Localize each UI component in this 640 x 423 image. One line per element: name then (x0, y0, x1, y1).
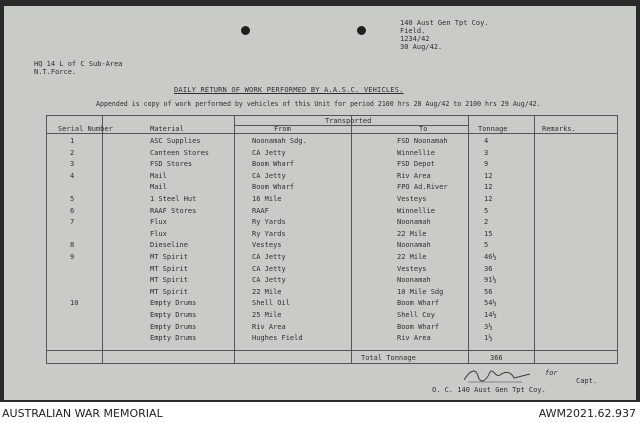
cell-from: CA Jetty (252, 171, 286, 180)
column-header-to: To (419, 125, 428, 133)
cell-material: 1 Steel Hut (150, 195, 197, 203)
cell-from: Boom Wharf (252, 183, 295, 192)
cell-material: Flux (150, 229, 167, 238)
cell-to: Boom Wharf (397, 322, 440, 331)
cell-from: CA Jetty (252, 253, 286, 261)
cell-material: MT Spirit (150, 264, 188, 273)
cell-material: Mail (150, 183, 167, 192)
cell-serial: 4 (70, 171, 75, 180)
cell-material: Empty Drums (150, 299, 197, 308)
signature-for: for (545, 369, 558, 377)
cell-tonnage: 14½ (484, 311, 497, 319)
cell-material: Empty Drums (150, 311, 197, 319)
column-divider (534, 115, 535, 364)
archive-reference: AWM2021.62.937 (538, 407, 636, 420)
column-divider (234, 115, 235, 364)
cell-from: CA Jetty (252, 148, 286, 157)
column-divider (102, 115, 103, 364)
cell-to: Noonamah (397, 241, 431, 250)
cell-tonnage: 2 (484, 218, 489, 227)
column-header-serial: Serial Number (58, 125, 113, 133)
cell-material: Mail (150, 171, 167, 180)
cell-from: Hughes Field (252, 334, 303, 343)
unit-line: Field. (400, 27, 426, 35)
cell-tonnage: 91½ (484, 276, 497, 285)
cell-material: Dieseline (150, 241, 188, 250)
cell-tonnage: 1½ (484, 334, 493, 343)
cell-serial: 3 (70, 160, 75, 169)
column-header-tonnage: Tonnage (478, 125, 508, 133)
handwritten-signature (460, 366, 540, 386)
cell-to: Shell Coy (397, 311, 435, 319)
cell-serial: 5 (70, 195, 75, 203)
cell-from: Noonamah Sdg. (252, 137, 307, 145)
cell-from: 25 Mile (252, 311, 282, 319)
cell-from: RAAF (252, 206, 269, 215)
cell-tonnage: 12 (484, 183, 493, 192)
cell-to: Winnellie (397, 206, 435, 215)
cell-tonnage: 5 (484, 241, 489, 250)
document-title: DAILY RETURN OF WORK PERFORMED BY A.A.S.C. VEHICLES. (174, 86, 404, 94)
return-table (46, 115, 618, 364)
cell-material: Empty Drums (150, 334, 197, 343)
address-line: N.T.Force. (34, 68, 77, 76)
cell-serial: 1 (70, 137, 75, 145)
cell-serial: 10 (70, 299, 79, 308)
cell-from: 22 Mile (252, 287, 282, 296)
cell-serial: 7 (70, 218, 75, 227)
cell-material: Flux (150, 218, 167, 227)
cell-to: 22 Mile (397, 253, 427, 261)
signature-unit: O. C. 140 Aust Gen Tpt Coy. (432, 386, 546, 394)
cell-tonnage: 15 (484, 229, 493, 238)
cell-tonnage: 12 (484, 171, 493, 180)
cell-material: MT Spirit (150, 276, 188, 285)
cell-tonnage: 9 (484, 160, 489, 169)
cell-tonnage: 3½ (484, 322, 493, 331)
cell-material: Canteen Stores (150, 148, 210, 157)
cell-tonnage: 36 (484, 264, 493, 273)
cell-to: Noonamah (397, 218, 431, 227)
cell-material: MT Spirit (150, 287, 188, 296)
cell-from: Riv Area (252, 322, 286, 331)
cell-from: Vesteys (252, 241, 282, 250)
cell-serial: 9 (70, 253, 75, 261)
punch-hole (241, 26, 250, 35)
column-header-remarks: Remarks. (542, 125, 576, 133)
cell-tonnage: 3 (484, 148, 489, 157)
cell-from: 16 Mile (252, 195, 282, 203)
cell-from: Shell Oil (252, 299, 290, 308)
signature-rank: Capt. (576, 377, 598, 385)
cell-tonnage: 46½ (484, 253, 497, 261)
header-rule (46, 133, 618, 134)
cell-to: 22 Mile (397, 229, 427, 238)
cell-to: Vesteys (397, 195, 427, 203)
cell-serial: 8 (70, 241, 75, 250)
cell-tonnage: 56 (484, 287, 493, 296)
unit-line: 140 Aust Gen Tpt Coy. (400, 19, 489, 27)
cell-from: Boom Wharf (252, 160, 295, 169)
column-header-material: Material (150, 125, 184, 133)
cell-to: Riv Area (397, 334, 431, 343)
document-date: 30 Aug/42. (400, 43, 443, 51)
cell-material: Empty Drums (150, 322, 197, 331)
archive-footer (0, 402, 640, 423)
column-divider (351, 115, 352, 364)
cell-from: Ry Yards (252, 218, 286, 227)
address-line: HQ 14 L of C Sub-Area (34, 60, 123, 68)
cell-tonnage: 12 (484, 195, 493, 203)
cell-to: FSD Noonamah (397, 137, 448, 145)
punch-hole (357, 26, 366, 35)
cell-to: Riv Area (397, 171, 431, 180)
cell-to: Winnellie (397, 148, 435, 157)
cell-to: 10 Mile Sdg (397, 287, 444, 296)
column-header-from: From (274, 125, 291, 133)
cell-material: ASC Supplies (150, 137, 201, 145)
cell-material: FSD Stores (150, 160, 193, 169)
group-header-rule (234, 125, 469, 126)
cell-material: RAAF Stores (150, 206, 197, 215)
archive-name: AUSTRALIAN WAR MEMORIAL (2, 407, 163, 420)
reference-number: 1234/42 (400, 35, 430, 43)
cell-to: FSD Depot (397, 160, 435, 169)
group-header-transported: Transported (325, 117, 372, 125)
cell-serial: 6 (70, 206, 75, 215)
cell-from: CA Jetty (252, 264, 286, 273)
cell-to: Boom Wharf (397, 299, 440, 308)
cell-serial: 2 (70, 148, 75, 157)
total-rule (46, 350, 618, 351)
cell-material: MT Spirit (150, 253, 188, 261)
cell-tonnage: 54½ (484, 299, 497, 308)
total-value: 366 (490, 354, 503, 362)
document-page (4, 6, 636, 400)
cell-tonnage: 5 (484, 206, 489, 215)
cell-from: Ry Yards (252, 229, 286, 238)
total-label: Total Tonnage (361, 354, 416, 362)
bleed-through-text (622, 76, 630, 80)
cell-from: CA Jetty (252, 276, 286, 285)
cell-to: Noonamah (397, 276, 431, 285)
cell-to: FPO Ad.River (397, 183, 448, 192)
column-divider (468, 115, 469, 364)
intro-paragraph: Appended is copy of work performed by vehicles of this Unit for period 2100 hrs 28 Aug/42 to 2100 hrs 29 Aug/42. (96, 100, 541, 108)
cell-to: Vesteys (397, 264, 427, 273)
cell-tonnage: 4 (484, 137, 489, 145)
